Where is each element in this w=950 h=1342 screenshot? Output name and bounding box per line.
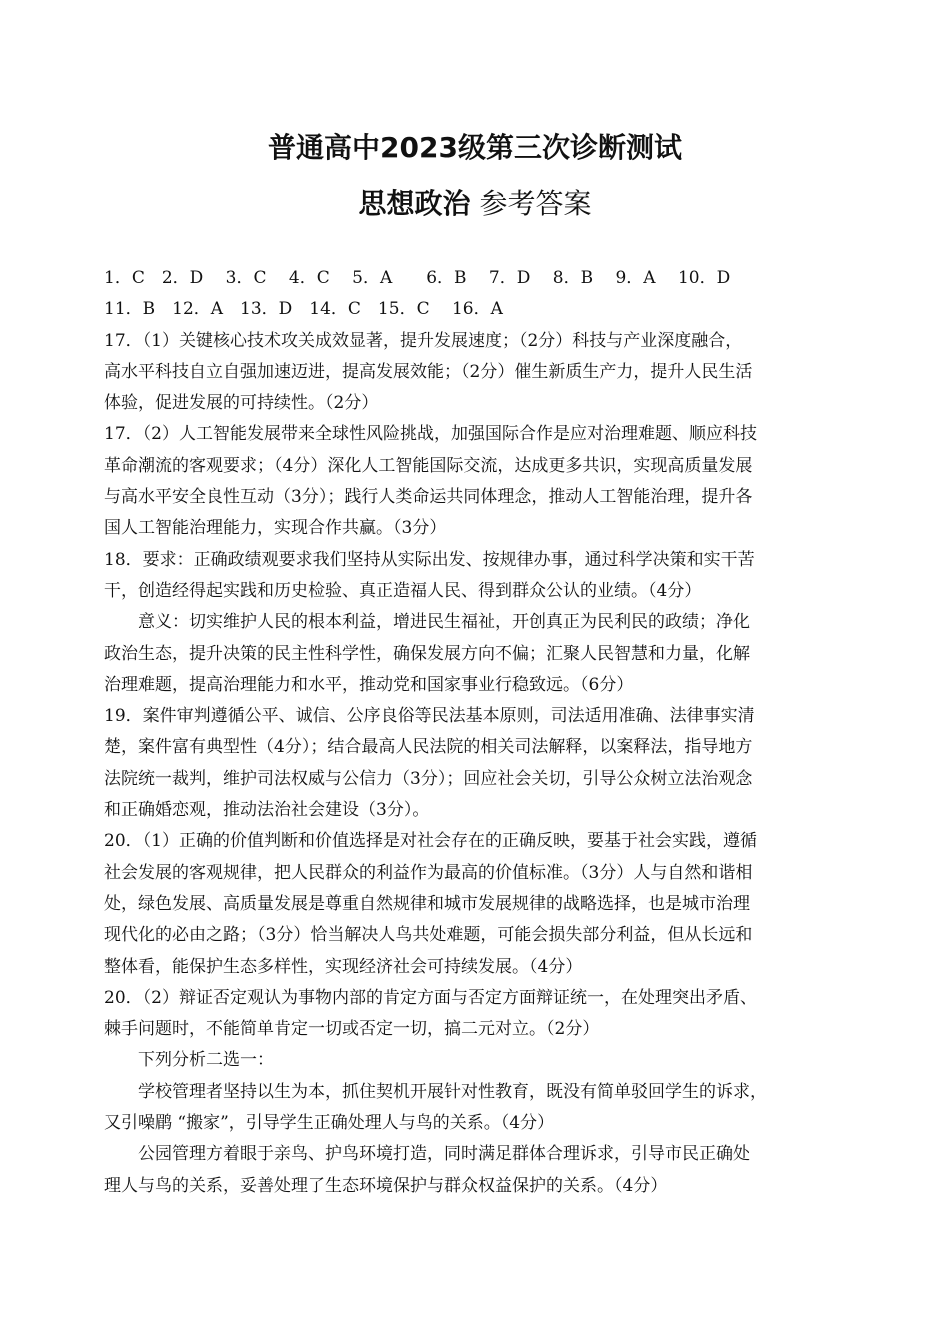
answer-line: 法院统一裁判，维护司法权威与公信力（3分）；回应社会关切，引导公众树立法治观念 (104, 768, 753, 789)
answer-line: 社会发展的客观规律，把人民群众的利益作为最高的价值标准。（3分）人与自然和谐相 (104, 862, 753, 883)
answer-line: 下列分析二选一： (104, 1050, 274, 1071)
answer-line: 革命潮流的客观要求；（4分）深化人工智能国际交流，达成更多共识，实现高质量发展 (104, 455, 753, 476)
answer-line: 干，创造经得起实践和历史检验、真正造福人民、得到群众公认的业绩。（4分） (104, 580, 702, 601)
answer-line: 20．（2）辩证否定观认为事物内部的肯定方面与否定方面辩证统一，在处理突出矛盾、 (104, 987, 757, 1008)
answer-line: 政治生态，提升决策的民主性科学性，确保发展方向不偏；汇聚人民智慧和力量，化解 (104, 643, 750, 664)
answer-line: 楚，案件富有典型性（4分）；结合最高人民法院的相关司法解释，以案释法，指导地方 (104, 737, 753, 758)
subject-name: 思想政治 (358, 187, 471, 220)
answer-line: 高水平科技自立自强加速迈进，提高发展效能；（2分）催生新质生产力，提升人民生活 (104, 361, 753, 382)
answer-line: 棘手问题时，不能简单肯定一切或否定一切，搞二元对立。（2分） (104, 1019, 600, 1040)
answer-line: 公园管理方着眼于亲鸟、护鸟环境打造，同时满足群体合理诉求，引导市民正确处 (104, 1144, 750, 1165)
answer-line: 国人工智能治理能力，实现合作共赢。（3分） (104, 518, 447, 539)
answer-line: 现代化的必由之路；（3分）恰当解决人鸟共处难题，可能会损失部分利益，但从长远和 (104, 925, 753, 946)
document-subtitle (0, 188, 950, 220)
answer-line: 20．（1）正确的价值判断和价值选择是对社会存在的正确反映，要基于社会实践，遵循 (104, 831, 757, 852)
answer-line: 处，绿色发展、高质量发展是尊重自然规律和城市发展规律的战略选择，也是城市治理 (104, 893, 750, 914)
answer-line: 17．（2）人工智能发展带来全球性风险挑战，加强国际合作是应对治理难题、顺应科技 (104, 424, 757, 445)
answer-line: 17．（1）关键核心技术攻关成效显著，提升发展速度；（2分）科技与产业深度融合， (104, 330, 743, 351)
answer-line: 与高水平安全良性互动（3分）；践行人类命运共同体理念，推动人工智能治理，提升各 (104, 487, 753, 508)
answer-key-label: 参考答案 (470, 187, 592, 220)
answer-line: 整体看，能保护生态多样性，实现经济社会可持续发展。（4分） (104, 956, 583, 977)
answer-line: 19．案件审判遵循公平、诚信、公序良俗等民法基本原则，司法适用准确、法律事实清 (104, 706, 755, 727)
answer-body (104, 263, 864, 1202)
answer-line: 和正确婚恋观，推动法治社会建设（3分）。 (104, 800, 430, 821)
answer-line: 又引噪鹛 “搬家”，引导学生正确处理人与鸟的关系。（4分） (104, 1113, 555, 1134)
answer-line: 理人与鸟的关系，妥善处理了生态环境保护与群众权益保护的关系。（4分） (104, 1175, 668, 1196)
answer-line: 体验，促进发展的可持续性。（2分） (104, 393, 379, 414)
answer-line: 学校管理者坚持以生为本，抓住契机开展针对性教育，既没有简单驳回学生的诉求， (104, 1081, 767, 1102)
answer-line: 意义：切实维护人民的根本利益，增进民生福祉，开创真正为民利民的政绩；净化 (104, 612, 750, 633)
answer-line: 18．要求：正确政绩观要求我们坚持从实际出发、按规律办事，通过科学决策和实干苦 (104, 549, 755, 570)
answer-line: 11．B 12．A 13．D 14．C 15．C 16．A (104, 299, 503, 320)
answer-line: 治理难题，提高治理能力和水平，推动党和国家事业行稳致远。（6分） (104, 674, 634, 695)
answer-line: 1．C 2．D 3．C 4．C 5．A 6．B 7．D 8．B 9．A 10．D (104, 268, 731, 288)
document-title: 普通高中2023级第三次诊断测试 (268, 131, 682, 164)
